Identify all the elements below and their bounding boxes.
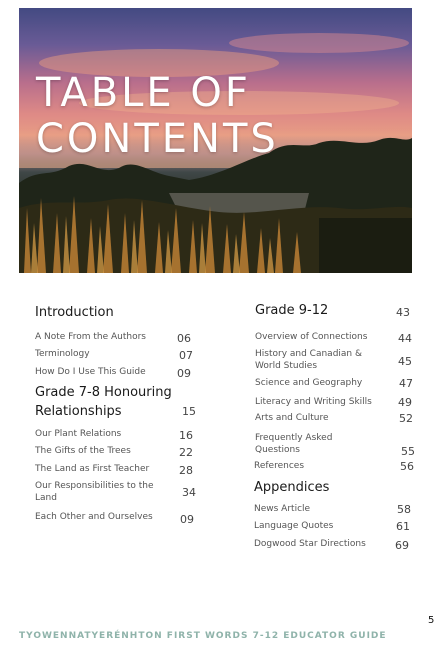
toc-page-faq: 55	[401, 445, 415, 458]
toc-entry-science-geography[interactable]: Science and Geography	[255, 378, 363, 388]
toc-page-each-other: 09	[180, 513, 194, 526]
toc-entry-land-first-teacher[interactable]: The Land as First Teacher	[35, 464, 150, 474]
hero-image	[19, 8, 412, 273]
toc-entry-each-other[interactable]: Each Other and Ourselves	[35, 512, 153, 522]
toc-page-literacy-writing: 49	[398, 396, 412, 409]
toc-page-gifts-of-trees: 22	[179, 446, 193, 459]
toc-entry-how-to-use[interactable]: How Do I Use This Guide	[35, 367, 146, 377]
page-title-line-1: TABLE OF	[36, 70, 251, 116]
toc-page-science-geography: 47	[399, 377, 413, 390]
toc-entry-note-from-authors[interactable]: A Note From the Authors	[35, 332, 146, 342]
toc-entry-dogwood-star[interactable]: Dogwood Star Directions	[254, 539, 366, 549]
toc-entry-arts-culture[interactable]: Arts and Culture	[255, 413, 329, 423]
toc-heading-grade-7-8-line-1[interactable]: Grade 7-8 Honouring	[35, 385, 172, 400]
toc-entry-history-line-2[interactable]: World Studies	[255, 361, 318, 371]
page-number: 5	[428, 615, 435, 626]
toc-entry-terminology[interactable]: Terminology	[35, 349, 90, 359]
toc-heading-grade-7-8-line-2[interactable]: Relationships	[35, 404, 122, 419]
toc-page-dogwood-star: 69	[395, 539, 409, 552]
toc-page-history: 45	[398, 355, 412, 368]
toc-entry-language-quotes[interactable]: Language Quotes	[254, 521, 334, 531]
toc-page-overview-connections: 44	[398, 332, 412, 345]
toc-entry-faq-line-1[interactable]: Frequently Asked	[255, 433, 333, 443]
toc-entry-news-article[interactable]: News Article	[254, 504, 311, 514]
toc-entry-gifts-of-trees[interactable]: The Gifts of the Trees	[35, 446, 131, 456]
toc-heading-grade-9-12[interactable]: Grade 9-12	[255, 303, 329, 318]
toc-page-terminology: 07	[179, 349, 193, 362]
toc-page-references: 56	[400, 460, 414, 473]
page-title-line-2: CONTENTS	[36, 116, 279, 162]
toc-entry-responsibilities-line-2[interactable]: Land	[35, 493, 57, 503]
toc-entry-plant-relations[interactable]: Our Plant Relations	[35, 429, 122, 439]
toc-entry-faq-line-2[interactable]: Questions	[255, 445, 300, 455]
toc-page-responsibilities: 34	[182, 486, 196, 499]
toc-heading-introduction[interactable]: Introduction	[35, 305, 114, 320]
toc-entry-history-line-1[interactable]: History and Canadian &	[255, 349, 363, 359]
toc-page-news-article: 58	[397, 503, 411, 516]
toc-page-arts-culture: 52	[399, 412, 413, 425]
toc-page-note-from-authors: 06	[177, 332, 191, 345]
toc-page-how-to-use: 09	[177, 367, 191, 380]
toc-page-grade-7-8: 15	[182, 405, 196, 418]
toc-page-grade-9-12: 43	[396, 306, 410, 319]
toc-entry-overview-connections[interactable]: Overview of Connections	[255, 332, 368, 342]
toc-entry-literacy-writing[interactable]: Literacy and Writing Skills	[255, 397, 372, 407]
toc-page-language-quotes: 61	[396, 520, 410, 533]
page-title	[36, 70, 279, 162]
toc-heading-appendices[interactable]: Appendices	[254, 480, 330, 495]
toc-entry-references[interactable]: References	[254, 461, 305, 471]
toc-entry-responsibilities-line-1[interactable]: Our Responsibilities to the	[35, 481, 154, 491]
toc-page-plant-relations: 16	[179, 429, 193, 442]
toc-page-land-first-teacher: 28	[179, 464, 193, 477]
footer-guide-title: TYOWENNATYERÉNHTON FIRST WORDS 7-12 EDUCATOR GUIDE	[19, 631, 387, 641]
